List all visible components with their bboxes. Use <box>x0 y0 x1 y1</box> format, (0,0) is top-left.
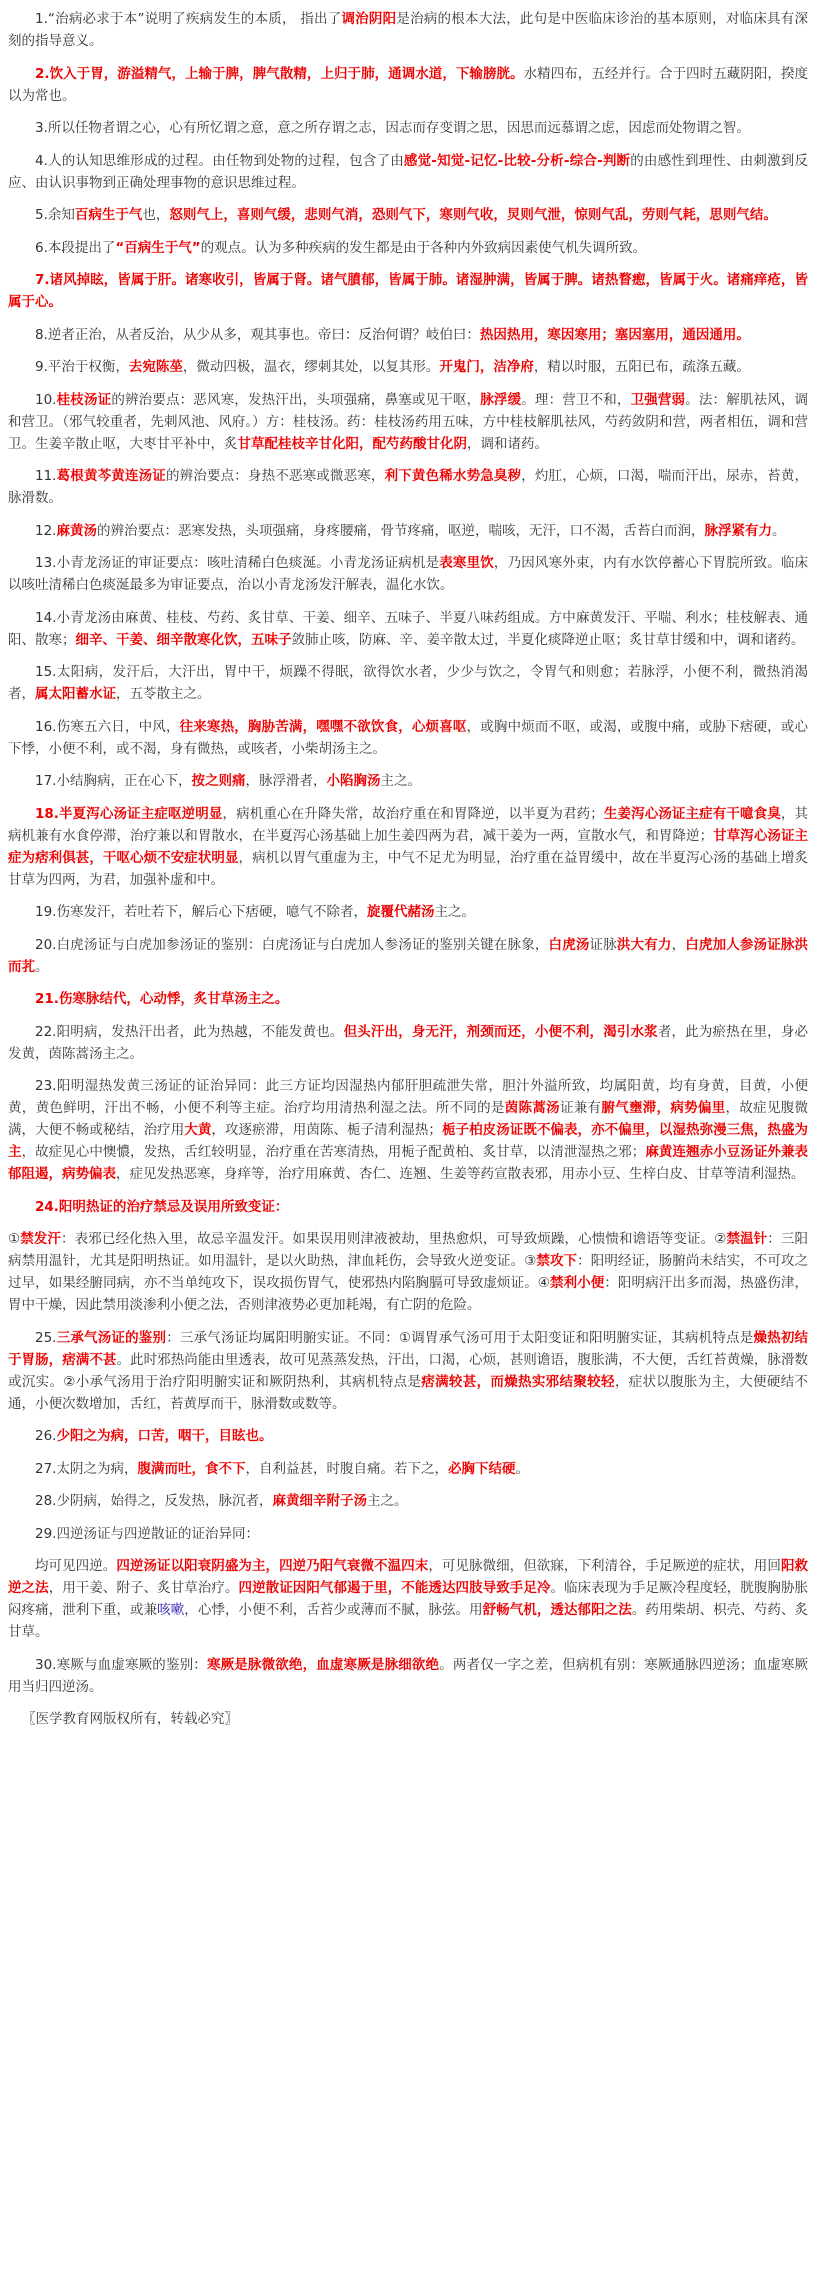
body-text: 28.少阴病，始得之，反发热，脉沉者， <box>35 1493 273 1509</box>
body-text: ，精以时服，五阳已布，疏涤五藏。 <box>533 359 750 375</box>
emphasis-text: 开鬼门，洁净府 <box>439 359 534 375</box>
body-text: 者，此为瘀热在里，身必发黄，茵陈蒿汤主之。 <box>8 1023 808 1062</box>
emphasis-text: 小陷胸汤 <box>326 773 381 789</box>
emphasis-text: 旋覆代赭汤 <box>366 904 435 920</box>
emphasis-text: 四逆汤证以阳衰阴盛为主，四逆乃阳气衰微不温四末 <box>116 1558 429 1574</box>
emphasis-text: 按之则痛 <box>191 773 246 789</box>
body-text: ，用干姜、附子、炙甘草治疗。 <box>48 1580 239 1596</box>
paragraph-5 <box>8 204 808 226</box>
body-text: ，调和诸药。 <box>467 435 548 452</box>
body-text: 27.太阴之为病， <box>35 1460 138 1477</box>
paragraph-13 <box>8 552 808 596</box>
emphasis-text: 往来寒热，胸胁苦满，嘿嘿不欲饮食，心烦喜呕 <box>179 718 467 735</box>
body-text: 的辨治要点：恶寒发热，头项强痛，身疼腰痛，骨节疼痛，呕逆，喘咳，无汗，口不渴，舌苔白而润， <box>96 522 705 539</box>
body-text: 证脉 <box>589 936 617 953</box>
paragraph-20 <box>8 934 808 978</box>
emphasis-text: 麻黄连翘赤小豆汤证外兼表郁阻遏，病势偏表 <box>8 1144 809 1182</box>
body-text: ，攻逐瘀滞，用茵陈、栀子清利湿热； <box>211 1122 442 1138</box>
paragraph-11 <box>8 465 808 509</box>
body-text: ：表邪已经化热入里，故忌辛温发汗。如果误用则津液被劫，里热愈炽，可导致烦躁，心愦愦和谵语等变证。② <box>61 1231 727 1247</box>
paragraph-17 <box>8 770 808 792</box>
body-text: 6.本段提出了 <box>35 239 116 256</box>
body-text: ① <box>8 1231 21 1247</box>
paragraph-tail-5 <box>8 1523 808 1545</box>
paragraph-tail-4 <box>8 1490 808 1512</box>
emphasis-text: 腑气壅滞，病势偏里 <box>601 1100 726 1116</box>
emphasis-text: “百病生于气” <box>115 239 201 256</box>
emphasis-text: 舒畅气机，透达郁阳之法 <box>482 1602 632 1618</box>
emphasis-text: 脉浮缓 <box>480 391 522 408</box>
emphasis-text: 腹满而吐，食不下 <box>137 1460 246 1477</box>
paragraph-list-tail <box>8 1327 808 1698</box>
body-text: 22.阳明病，发热汗出者，此为热越，不能发黄也。 <box>35 1023 344 1040</box>
body-text: 13.小青龙汤证的审证要点：咳吐清稀白色痰涎。小青龙汤证病机是 <box>35 555 440 571</box>
paragraph-10 <box>8 389 808 455</box>
emphasis-text: 卫强营弱 <box>630 391 686 408</box>
keyword-link[interactable]: 咳嗽 <box>157 1602 185 1618</box>
paragraph-18 <box>8 803 808 891</box>
emphasis-text: 18.半夏泻心汤证主症呕逆明显 <box>35 805 223 822</box>
body-text: 。理：营卫不和， <box>521 391 631 408</box>
emphasis-text: 燥热初结于胃肠，痞满不甚 <box>8 1329 809 1368</box>
body-text: 29.四逆汤证与四逆散证的证治异同： <box>35 1525 259 1542</box>
body-text: 的辨治要点：恶风寒，发热汗出，头项强痛，鼻塞或见干呕， <box>111 391 481 408</box>
body-text: 14.小青龙汤由麻黄、桂枝、芍药、炙甘草、干姜、细辛、五味子、半夏八味药组成。方中麻黄发汗、平喘、利水；桂枝解表、通阳、散寒； <box>8 609 808 648</box>
body-text: ，心悸，小便不利，舌苔少或薄而不腻，脉弦。用 <box>184 1602 483 1618</box>
paragraph-2 <box>8 63 808 107</box>
body-text: 10. <box>35 391 57 408</box>
emphasis-text: 栀子柏皮汤证既不偏表，亦不偏里，以湿热弥漫三焦，热盛为主 <box>8 1122 809 1160</box>
emphasis-text: 白虎加人参汤证脉洪而芤 <box>8 936 809 975</box>
emphasis-text: 怒则气上，喜则气缓，悲则气消，恐则气下，寒则气收，炅则气泄，惊则气乱，劳则气耗，思则气结。 <box>169 207 777 223</box>
emphasis-text: 生姜泻心汤证主症有干噫食臭 <box>603 805 781 822</box>
paragraph-1 <box>8 8 808 52</box>
body-text: ，症见发热恶寒，身痒等，治疗用麻黄、杏仁、连翘、生姜等药宣散表邪，用赤小豆、生梓白皮、甘草等清利湿热。 <box>116 1166 805 1182</box>
body-text: 23.阳明湿热发黄三汤证的证治异同：此三方证均因湿热内郁肝胆疏泄失常，胆汁外溢所致，均属阳黄，均有身黄，目黄，小便黄，黄色鲜明，汗出不畅，小便不利等主症。治疗均用清热利湿之法。所不同的是 <box>8 1078 808 1116</box>
body-text: ， <box>671 936 686 953</box>
paragraph-24-body <box>8 1228 808 1316</box>
body-text: 30.寒厥与血虚寒厥的鉴别： <box>35 1656 207 1673</box>
body-text: 。 <box>515 1460 529 1477</box>
paragraph-24 <box>8 1196 808 1218</box>
body-text: 3.所以任物者谓之心，心有所忆谓之意，意之所存谓之志，因志而存变谓之思，因思而远慕谓之虑，因虑而处物谓之智。 <box>35 120 750 136</box>
paragraph-tail-2 <box>8 1425 808 1447</box>
body-text: ，灼肛，心烦，口渴，喘而汗出，尿赤，苔黄，脉滑数。 <box>8 468 809 506</box>
body-text: 。两者仅一字之差，但病机有别：寒厥通脉四逆汤；血虚寒厥用当归四逆汤。 <box>8 1656 808 1695</box>
paragraph-15 <box>8 661 808 705</box>
paragraph-12 <box>8 520 808 542</box>
body-text: ，病机重心在升降失常，故治疗重在和胃降逆，以半夏为君药； <box>222 805 604 822</box>
paragraph-tail-1 <box>8 1327 808 1415</box>
emphasis-text: 7.诸风掉眩，皆属于肝。诸寒收引，皆属于肾。诸气膹郁，皆属于肺。诸湿肿满，皆属于脾。诸热瞀瘛，皆属于火。诸痛痒疮，皆属于心。 <box>8 272 808 310</box>
emphasis-text: 但头汗出，身无汗，剂颈而还，小便不利，渴引水浆 <box>343 1023 658 1040</box>
body-text: 主之。 <box>380 773 421 789</box>
emphasis-text: 2.饮入于胃，游溢精气，上输于脾，脾气散精，上归于肺，通调水道，下输膀胱。 <box>35 65 524 82</box>
body-text: ，自利益甚，时腹自痛。若下之， <box>245 1460 448 1477</box>
body-text: 主之。 <box>366 1493 408 1509</box>
body-text: ：三承气汤证均属阳明腑实证。不同：①调胃承气汤可用于太阳变证和阳明腑实证，其病机特点是 <box>166 1329 754 1346</box>
emphasis-text: 必胸下结硬 <box>447 1460 516 1477</box>
paragraph-23 <box>8 1075 808 1185</box>
body-text: 水精四布，五经并行。合于四时五藏阴阳，揆度以为常也。 <box>8 65 808 104</box>
emphasis-text: 调治阴阳 <box>341 11 397 27</box>
emphasis-text: 麻黄细辛附子汤 <box>272 1493 367 1509</box>
paragraph-6 <box>8 237 808 259</box>
paragraph-8 <box>8 324 808 346</box>
body-text: 5.余知 <box>35 207 75 223</box>
paragraph-tail-7 <box>8 1654 808 1698</box>
emphasis-text: 甘草配桂枝辛甘化阳，配芍药酸甘化阴 <box>237 435 467 452</box>
body-text: 也， <box>142 207 170 223</box>
emphasis-text: 脉浮紧有力 <box>704 522 772 539</box>
emphasis-text: 利下黄色稀水势急臭秽 <box>384 468 522 484</box>
paragraph-19 <box>8 901 808 923</box>
body-text: 。 <box>771 522 786 539</box>
body-text: ，病机以胃气重虚为主，中气不足尤为明显，治疗重在益胃缓中，故在半夏泻心汤的基础上增炙甘草为四两，为君，加强补虚和中。 <box>8 849 809 888</box>
emphasis-text: 阳救逆之法 <box>8 1558 808 1596</box>
emphasis-text: 洪大有力 <box>616 936 672 953</box>
emphasis-text: 葛根黄芩黄连汤证 <box>56 468 166 484</box>
emphasis-text: 属太阳蓄水证 <box>35 686 116 702</box>
paragraph-tail-6 <box>8 1555 808 1643</box>
emphasis-text: 痞满较甚，而燥热实邪结聚较轻 <box>421 1373 615 1390</box>
body-text: 12. <box>35 522 57 539</box>
body-text: 。临床表现为手足厥冷程度轻，胱腹胸胁胀闷疼痛，泄利下重，或兼 <box>8 1580 809 1618</box>
body-text: ：阳明病汗出多而渴，热盛伤津，胃中干燥，因此禁用淡渗利小便之法，否则津液势必更加耗竭，有亡阴的危险。 <box>8 1275 809 1313</box>
paragraph-4 <box>8 150 808 194</box>
emphasis-text: 百病生于气 <box>74 207 143 223</box>
emphasis-text: 寒厥是脉微欲绝，血虚寒厥是脉细欲绝 <box>206 1656 440 1673</box>
paragraph-16 <box>8 716 808 760</box>
emphasis-text: 细辛、干姜、细辛散寒化饮，五味子 <box>75 631 292 648</box>
body-text: ，或胸中烦而不呕，或渴，或腹中痛，或胁下痞硬，或心下悸，小便不利，或不渴，身有微热，或咳者，小柴胡汤主之。 <box>8 718 808 757</box>
emphasis-text: 禁利小便 <box>549 1275 605 1291</box>
body-text: ，故症见心中懊憹，发热，舌红较明显，治疗重在苦寒清热，用栀子配黄柏、炙甘草，以清泄湿热之邪； <box>21 1144 646 1160</box>
body-text: 。 <box>35 958 49 975</box>
paragraph-9 <box>8 356 808 378</box>
body-text: 16.伤寒五六日，中风， <box>35 718 180 735</box>
body-text: 均可见四逆。 <box>35 1558 117 1574</box>
paragraph-22 <box>8 1021 808 1065</box>
body-text: 8.逆者正治，从者反治，从少从多，观其事也。帝曰：反治何谓？岐伯曰： <box>35 326 480 343</box>
emphasis-text: 21.伤寒脉结代，心动悸，炙甘草汤主之。 <box>35 991 289 1007</box>
body-text: 9.平治于权衡， <box>35 359 129 375</box>
body-text: ，微动四极，温衣，缪刺其处，以复其形。 <box>182 359 440 375</box>
copyright-footer: 〖医学教育网版权所有，转载必究〗 <box>22 1711 238 1727</box>
body-text: 1.“治病必求于本”说明了疾病发生的本质， 指出了 <box>35 11 342 27</box>
body-text: 25. <box>35 1329 57 1346</box>
body-text: 的观点。认为多种疾病的发生都是由于各种内外致病因素使气机失调所致。 <box>200 239 647 256</box>
body-text: 。药用柴胡、枳壳、芍药、炙甘草。 <box>8 1602 809 1640</box>
body-text: ，乃因风寒外束，内有水饮停蓄心下胃脘所致。临床以咳吐清稀白色痰涎最多为审证要点，治以小青龙汤发汗解表，温化水饮。 <box>8 555 809 593</box>
paragraph-14 <box>8 607 808 651</box>
emphasis-text: 热因热用，寒因寒用；塞因塞用，通因通用。 <box>479 326 750 343</box>
emphasis-text: 大黄 <box>184 1122 212 1138</box>
emphasis-text: 24.阳明热证的治疗禁忌及误用所致变证： <box>35 1198 289 1215</box>
body-text: 15.太阳病，发汗后，大汗出，胃中干，烦躁不得眠，欲得饮水者，少少与饮之，令胃气和则愈；若脉浮，小便不利，微热消渴者， <box>8 664 808 702</box>
emphasis-text: 白虎汤 <box>548 936 590 953</box>
paragraph-24-detail-1 <box>8 1228 808 1316</box>
body-text: 11. <box>35 468 57 484</box>
emphasis-text: 禁发汗 <box>20 1231 62 1247</box>
body-text: ，症状以腹胀为主，大便硬结不通，小便次数增加，舌红，苔黄厚而干，脉滑数或数等。 <box>8 1373 809 1412</box>
paragraph-21 <box>8 988 808 1010</box>
body-text: 19.伤寒发汗，若吐若下，解后心下痞硬，噫气不除者， <box>35 904 367 920</box>
body-text: 17.小结胸病，正在心下， <box>35 773 192 789</box>
body-text: 敛肺止咳，防麻、辛、姜辛散太过，半夏化痰降逆止呕；炙甘草甘缓和中，调和诸药。 <box>291 631 805 648</box>
emphasis-text: 感觉-知觉-记忆-比较-分析-综合-判断 <box>403 152 631 169</box>
body-text: 。此时邪热尚能由里透表，故可见蒸蒸发热，汗出，口渴，心烦，甚则谵语，腹胀满，不大便，舌红苔黄燥，脉滑数或沉实。②小承气汤用于治疗阳明腑实证和厥阴热利，其病机特点是 <box>8 1351 809 1390</box>
body-text: 4.人的认知思维形成的过程。由任物到处物的过程，包含了由 <box>35 152 404 169</box>
body-text: 20.白虎汤证与白虎加参汤证的鉴别：白虎汤证与白虎加人参汤证的鉴别关键在脉象， <box>35 936 549 953</box>
emphasis-text: 禁攻下 <box>536 1253 578 1269</box>
emphasis-text: 四逆散证因阳气郁遏于里，不能透达四肢导致手足冷 <box>238 1580 551 1596</box>
body-text: ：三阳病禁用温针，尤其是阳明热证。如用温针，是以火助热，津血耗伤，会导致火逆变证。③ <box>8 1231 809 1269</box>
body-text: ，脉浮滑者， <box>245 773 327 789</box>
body-text: ：阳明经证，肠腑尚未结实，不可攻之过早，如果经腑同病，亦不当单纯攻下，误攻损伤胃气，使邪热内陷胸膈可导致虚烦证。④ <box>8 1253 809 1291</box>
paragraph-3 <box>8 117 808 139</box>
body-text: ，可见脉微细，但欲寐，下利清谷，手足厥逆的症状，用回 <box>428 1558 781 1574</box>
body-text: ，故症见腹微满，大便不畅或秘结，治疗用 <box>8 1100 809 1138</box>
emphasis-text: 少阳之为病，口苦，咽干，目眩也。 <box>56 1428 273 1444</box>
body-text: 。法：解肌祛风，调和营卫。（邪气较重者，先刺风池、风府。）方：桂枝汤。药：桂枝汤药用五味，方中桂枝解肌祛风，芍药敛阴和营，两者相伍，调和营卫。生姜辛散止呕，大枣甘平补中，炙 <box>8 391 809 452</box>
body-text: ，五苓散主之。 <box>116 686 211 702</box>
emphasis-text: 禁温针 <box>726 1231 768 1247</box>
emphasis-text: 茵陈蒿汤 <box>504 1100 560 1116</box>
emphasis-text: 三承气汤证的鉴别 <box>56 1329 167 1346</box>
body-text: ，其病机兼有水食停滞，治疗兼以和胃散水，在半夏泻心汤基础上加生姜四两为君，减干姜为一两，宣散水气，和胃降逆； <box>8 805 809 844</box>
body-text: 是治病的根本大法，此句是中医临床诊治的基本原则，对临床具有深刻的指导意义。 <box>8 11 809 49</box>
paragraph-list <box>8 8 808 1218</box>
body-text: 证兼有 <box>559 1100 602 1116</box>
emphasis-text: 麻黄汤 <box>56 522 97 539</box>
emphasis-text: 桂枝汤证 <box>56 391 112 408</box>
emphasis-text: 甘草泻心汤证主症为痞利俱甚，干呕心烦不安症状明显 <box>8 827 809 866</box>
body-text: 主之。 <box>434 904 475 920</box>
paragraph-7 <box>8 269 808 313</box>
emphasis-text: 去宛陈莝 <box>128 359 183 375</box>
body-text: 26. <box>35 1428 57 1444</box>
paragraph-tail-3 <box>8 1458 808 1480</box>
body-text: 的辨治要点：身热不恶寒或微恶寒， <box>165 468 385 484</box>
emphasis-text: 表寒里饮 <box>439 555 494 571</box>
body-text: 的由感性到理性、由刺激到反应、由认识事物到正确处理事物的意识思维过程。 <box>8 152 808 191</box>
